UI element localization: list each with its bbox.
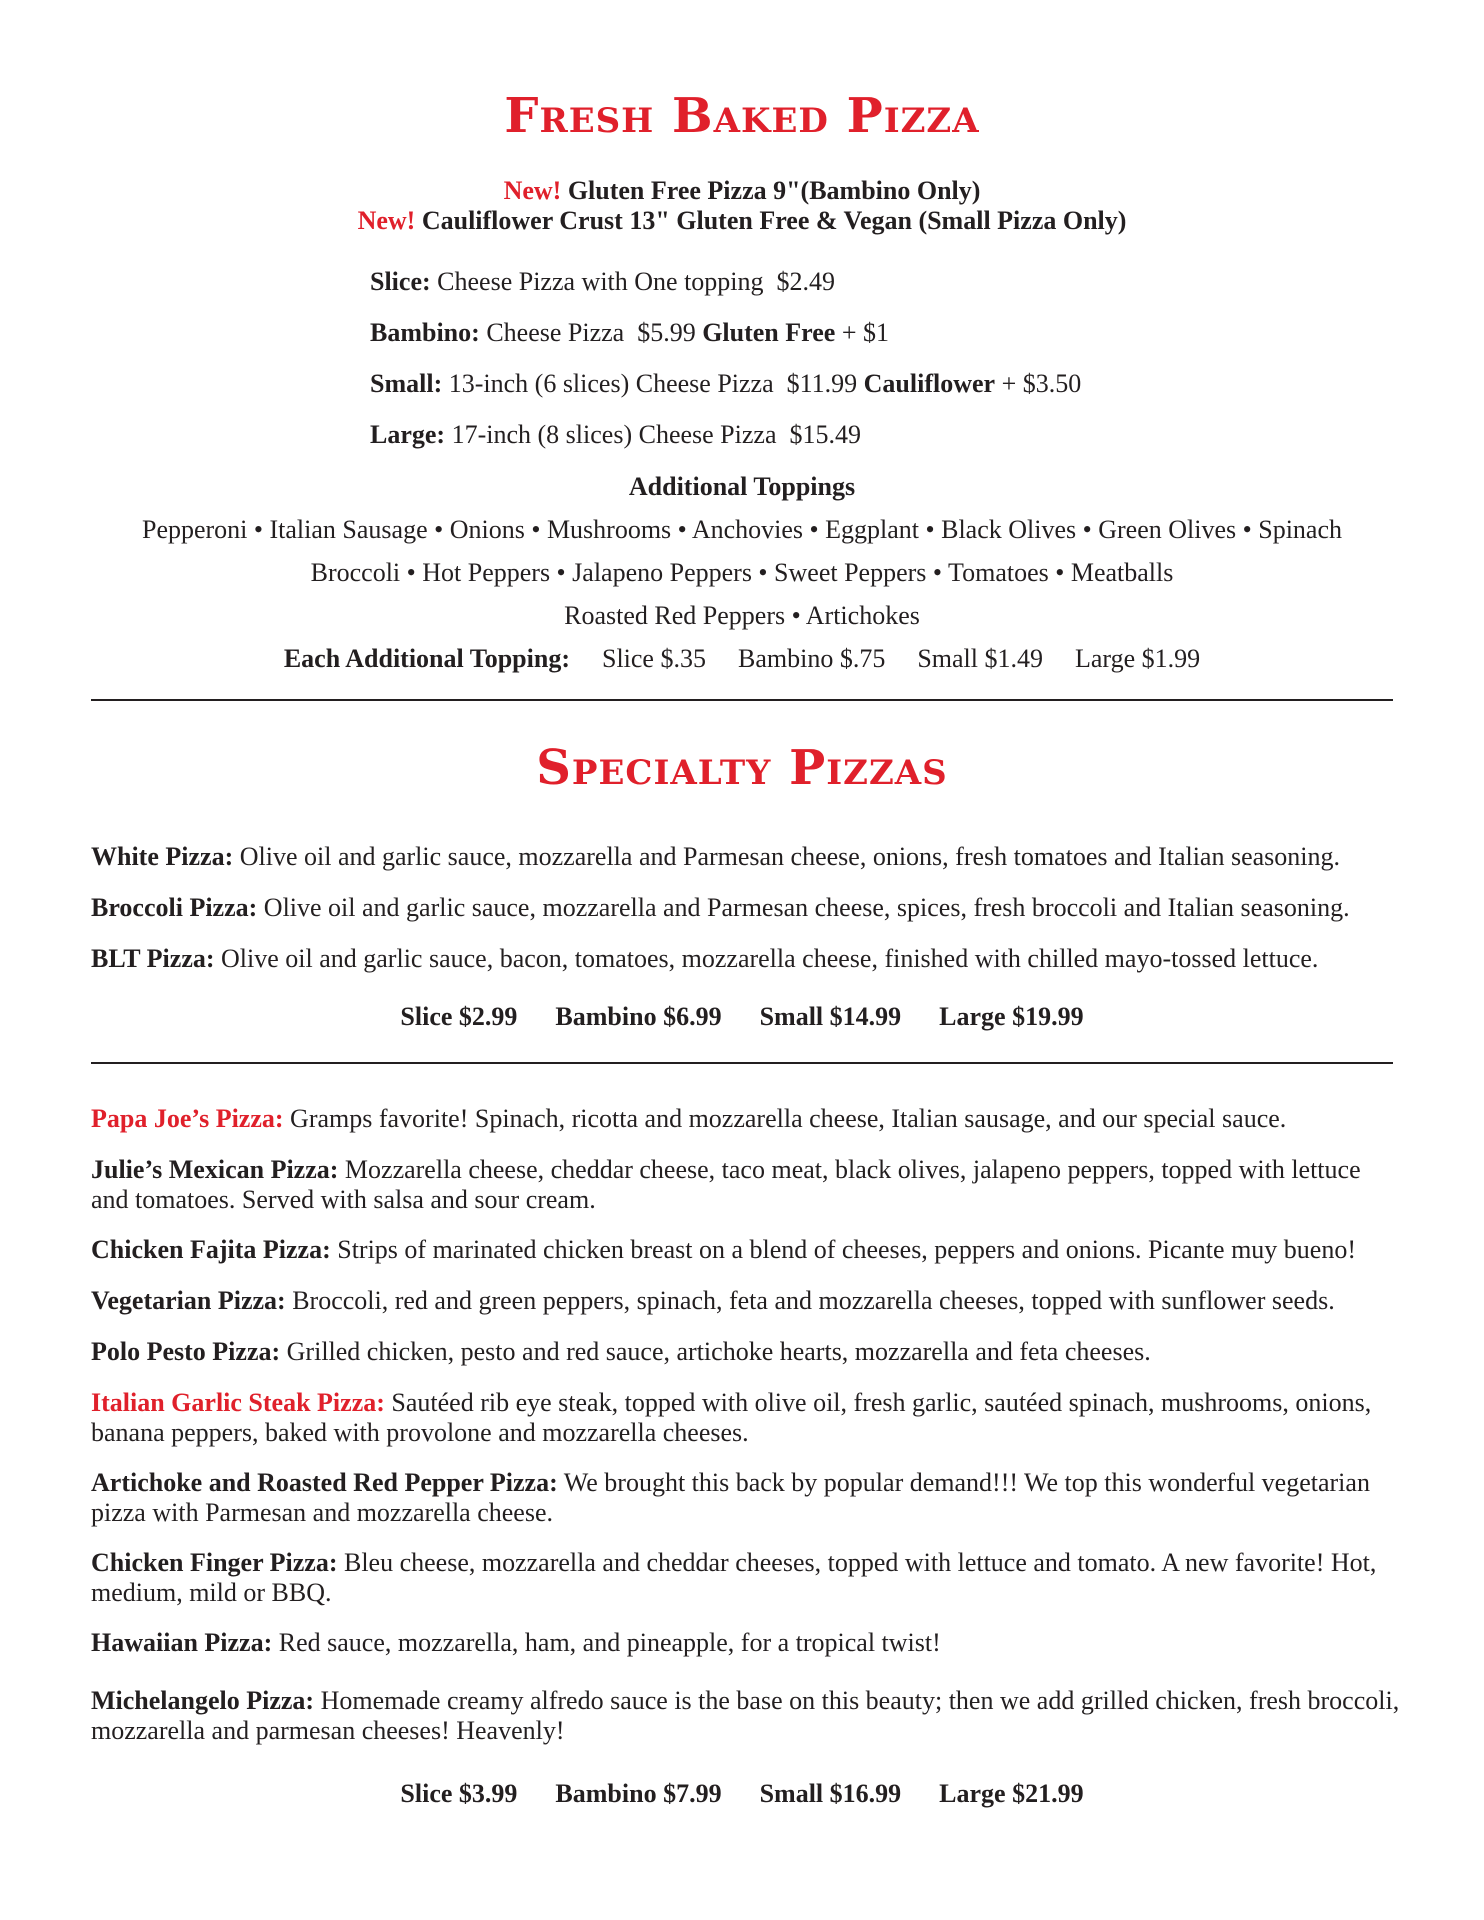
new-label: New! xyxy=(357,206,416,235)
item-name: Hawaiian Pizza: xyxy=(91,1628,273,1657)
size-label: Small: xyxy=(370,369,443,398)
new-label: New! xyxy=(503,176,562,205)
menu-item-broccoli-pizza xyxy=(91,893,1401,923)
item-desc: Mozzarella cheese, cheddar cheese, taco meat, black olives, jalapeno peppers, topped with lettuce and tomatoes. Served with salsa and sour cream. xyxy=(91,1155,1361,1214)
price-bambino: Bambino $6.99 xyxy=(555,1002,722,1031)
price-row-large xyxy=(370,420,861,450)
item-name: Vegetarian Pizza: xyxy=(91,1286,286,1315)
item-name: Polo Pesto Pizza: xyxy=(91,1337,281,1366)
section-divider xyxy=(91,1062,1393,1064)
size-desc: 17-inch (8 slices) Cheese Pizza $15.49 xyxy=(451,420,861,449)
topping-price-large: Large $1.99 xyxy=(1075,644,1201,673)
menu-item-hawaiian-pizza xyxy=(91,1628,1401,1658)
each-topping-label: Each Additional Topping: xyxy=(283,644,570,673)
item-name: Michelangelo Pizza: xyxy=(91,1686,315,1715)
new-cauliflower-line xyxy=(0,206,1484,236)
specialty-pizzas-title: Specialty Pizzas xyxy=(536,740,948,796)
size-desc: 13-inch (6 slices) Cheese Pizza $11.99 xyxy=(448,369,858,398)
item-desc: Olive oil and garlic sauce, bacon, tomatoes, mozzarella cheese, finished with chilled mayo-tossed lettuce. xyxy=(221,944,1319,973)
price-slice: Slice $3.99 xyxy=(400,1779,518,1808)
price-small: Small $14.99 xyxy=(759,1002,902,1031)
menu-item-polo-pesto-pizza xyxy=(91,1337,1401,1367)
price-row-bambino xyxy=(370,318,889,348)
topping-price-bambino: Bambino $.75 xyxy=(737,644,886,673)
topping-price-slice: Slice $.35 xyxy=(601,644,706,673)
item-name: Artichoke and Roasted Red Pepper Pizza: xyxy=(91,1468,558,1497)
menu-item-white-pizza xyxy=(91,842,1401,872)
item-name: Italian Garlic Steak Pizza: xyxy=(91,1388,385,1417)
extra-label: Cauliflower xyxy=(863,369,996,398)
specialty-group1-prices xyxy=(0,1002,1484,1032)
price-row-small xyxy=(370,369,1081,399)
item-name: White Pizza: xyxy=(91,842,234,871)
extra-label: Gluten Free xyxy=(702,318,836,347)
menu-item-vegetarian-pizza xyxy=(91,1286,1401,1316)
item-desc: We brought this back by popular demand!!! We top this wonderful vegetarian pizza with Parmesan and mozzarella cheese. xyxy=(91,1468,1370,1527)
price-small: Small $16.99 xyxy=(759,1779,902,1808)
item-desc: Olive oil and garlic sauce, mozzarella and Parmesan cheese, onions, fresh tomatoes and Italian seasoning. xyxy=(239,842,1341,871)
menu-item-papa-joes-pizza xyxy=(91,1104,1401,1134)
toppings-line: Broccoli • Hot Peppers • Jalapeno Peppers • Sweet Peppers • Tomatoes • Meatballs xyxy=(310,558,1174,587)
menu-item-italian-garlic-steak-pizza xyxy=(91,1388,1401,1448)
size-label: Bambino: xyxy=(370,318,480,347)
toppings-line: Roasted Red Peppers • Artichokes xyxy=(564,601,920,630)
size-label: Large: xyxy=(370,420,446,449)
additional-toppings-heading: Additional Toppings xyxy=(628,472,856,501)
menu-item-chicken-fajita-pizza xyxy=(91,1235,1401,1265)
price-large: Large $21.99 xyxy=(939,1779,1084,1808)
item-desc: Red sauce, mozzarella, ham, and pineapple, for a tropical twist! xyxy=(278,1628,941,1657)
item-desc: Grilled chicken, pesto and red sauce, artichoke hearts, mozzarella and feta cheeses. xyxy=(286,1337,1151,1366)
item-desc: Bleu cheese, mozzarella and cheddar cheeses, topped with lettuce and tomato. A new favorite! Hot, medium, mild or BBQ. xyxy=(91,1548,1377,1607)
menu-item-julies-mexican-pizza xyxy=(91,1155,1401,1215)
specialty-group2-prices xyxy=(0,1779,1484,1809)
menu-item-blt-pizza xyxy=(91,944,1401,974)
new-item-text: Gluten Free Pizza 9"(Bambino Only) xyxy=(567,176,981,205)
item-desc: Gramps favorite! Spinach, ricotta and mozzarella cheese, Italian sausage, and our special sauce. xyxy=(290,1104,1287,1133)
item-desc: Broccoli, red and green peppers, spinach, feta and mozzarella cheeses, topped with sunflower seeds. xyxy=(292,1286,1335,1315)
topping-price-small: Small $1.49 xyxy=(917,644,1043,673)
price-large: Large $19.99 xyxy=(939,1002,1084,1031)
menu-item-artichoke-roasted-red-pepper-pizza xyxy=(91,1468,1401,1528)
extra-price: + $1 xyxy=(841,318,889,347)
item-desc: Sautéed rib eye steak, topped with olive oil, fresh garlic, sautéed spinach, mushrooms, onions, banana peppers, baked with provolone and mozzarella cheeses. xyxy=(91,1388,1372,1447)
item-name: BLT Pizza: xyxy=(91,944,215,973)
new-gluten-free-line xyxy=(0,176,1484,206)
item-desc: Olive oil and garlic sauce, mozzarella and Parmesan cheese, spices, fresh broccoli and Italian seasoning. xyxy=(263,893,1350,922)
menu-item-chicken-finger-pizza xyxy=(91,1548,1401,1608)
size-label: Slice: xyxy=(370,267,431,296)
price-row-slice xyxy=(370,267,835,297)
section-divider xyxy=(91,699,1393,701)
price-bambino: Bambino $7.99 xyxy=(555,1779,722,1808)
menu-item-michelangelo-pizza xyxy=(91,1686,1401,1746)
extra-price: + $3.50 xyxy=(1001,369,1082,398)
each-additional-topping-row xyxy=(0,644,1484,674)
item-desc: Strips of marinated chicken breast on a blend of cheeses, peppers and onions. Picante muy bueno! xyxy=(337,1235,1356,1264)
item-name: Julie’s Mexican Pizza: xyxy=(91,1155,339,1184)
price-slice: Slice $2.99 xyxy=(400,1002,518,1031)
size-desc: Cheese Pizza with One topping $2.49 xyxy=(437,267,836,296)
item-name: Broccoli Pizza: xyxy=(91,893,258,922)
new-item-text: Cauliflower Crust 13" Gluten Free & Vegan (Small Pizza Only) xyxy=(421,206,1127,235)
item-desc: Homemade creamy alfredo sauce is the base on this beauty; then we add grilled chicken, fresh broccoli, mozzarella and parmesan cheeses! Heavenly! xyxy=(91,1686,1400,1745)
item-name: Chicken Finger Pizza: xyxy=(91,1548,338,1577)
size-desc: Cheese Pizza $5.99 xyxy=(486,318,696,347)
item-name: Chicken Fajita Pizza: xyxy=(91,1235,331,1264)
fresh-baked-pizza-title: Fresh Baked Pizza xyxy=(504,88,980,144)
toppings-line: Pepperoni • Italian Sausage • Onions • Mushrooms • Anchovies • Eggplant • Black Olives • Green Olives • Spinach xyxy=(141,515,1343,544)
item-name: Papa Joe’s Pizza: xyxy=(91,1104,284,1133)
